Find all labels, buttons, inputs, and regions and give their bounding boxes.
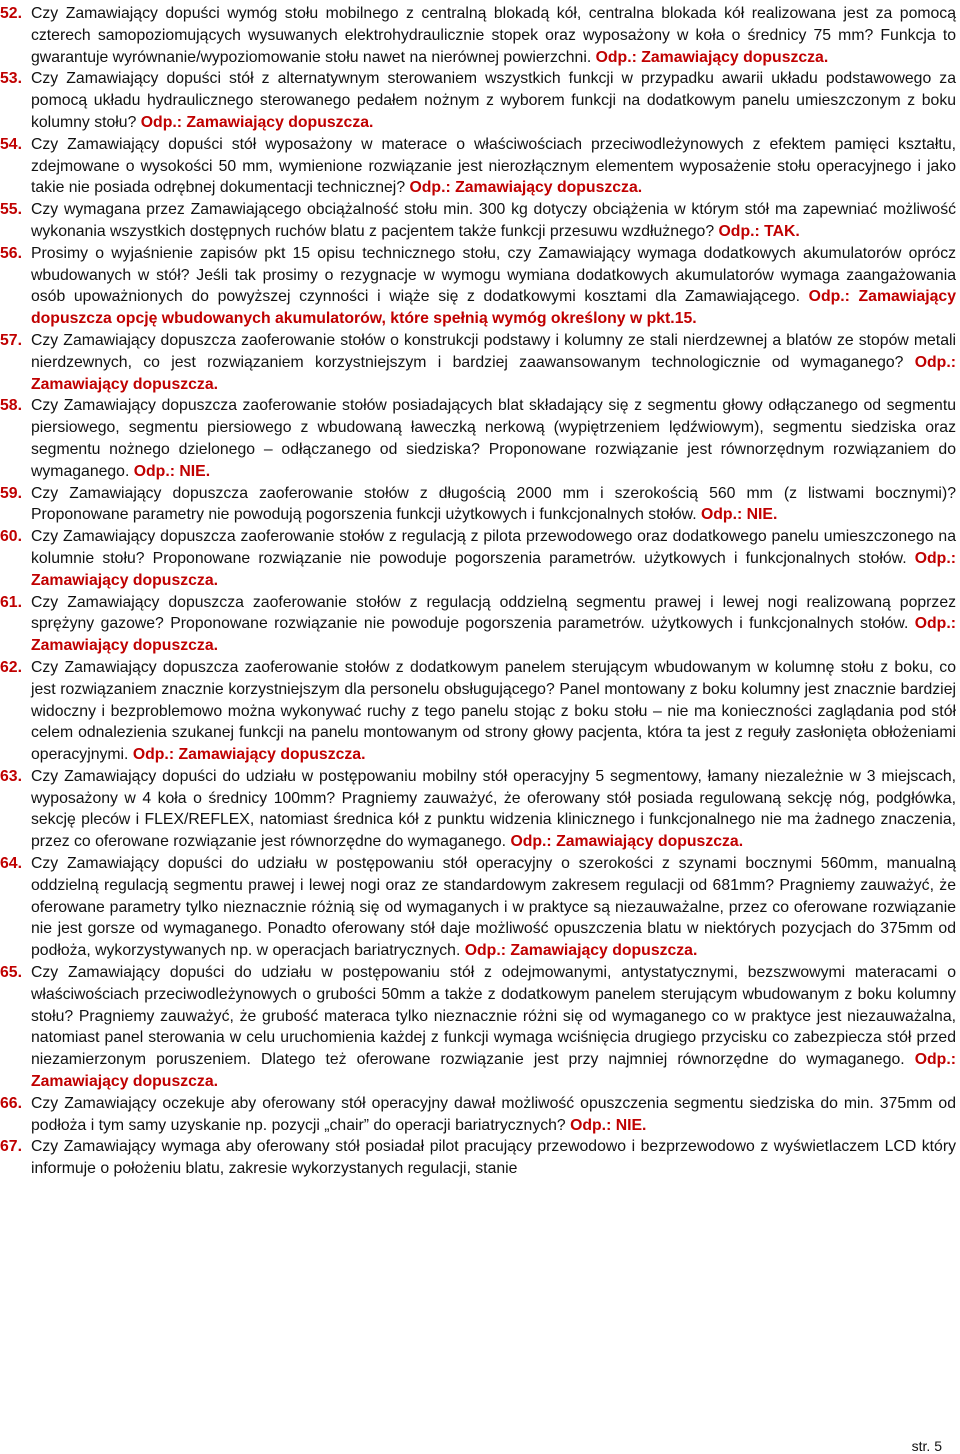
question-item — [0, 657, 960, 766]
question-text: Czy Zamawiający dopuszcza zaoferowanie stołów z dodatkowym panelem sterującym wbudowanym w kolumnę stołu z boku, co jest rozwiązaniem znacznie korzystniejszym dla personelu obsługującego? Panel montowany z boku kolumny jest znacznie bardziej widoczny i bezproblemowo można wykonywać ruchy z tego panelu stojąc z boku stołu – nie ma konieczności zaglądania pod stół celem odnalezienia szukanej funkcji na panelu montowanym od strony głowy pacjenta, która ta jest z reguły zasłonięta obłożeniami operacyjnymi. — [31, 658, 956, 764]
question-body — [31, 330, 960, 395]
answer-text: Odp.: Zamawiający dopuszcza. — [31, 353, 956, 393]
answer-text: Odp.: Zamawiający dopuszcza. — [132, 746, 366, 764]
question-number: 53. — [0, 70, 22, 88]
question-text: Czy Zamawiający dopuści do udziału w postępowaniu mobilny stół operacyjny 5 segmentowy, łamany niezależnie w 3 miejscach, wyposażony w 4 koła o średnicy 100mm? Pragniemy zauważyć, że oferowany stół posiada regulowaną sekcję nóg, podgłówka, sekcję pleców i FLEX/REFLEX, natomiast średnica kół z punktu widzenia klinicznego i funkcjonalnego nie ma żadnego znaczenia, przez co oferowane rozwiązanie jest równorzędne do wymaganego. — [31, 767, 956, 851]
question-text: Czy Zamawiający dopuszcza zaoferowanie stołów o konstrukcji podstawy i kolumny ze stali nierdzewnej a blatów ze stopów metali nierdzewnych, co jest rozwiązaniem korzystniejszym i bardziej zaawansowanym technologicznie od wymaganego? — [31, 331, 956, 371]
question-body — [31, 483, 960, 527]
question-item — [0, 68, 960, 133]
answer-text: Odp.: TAK. — [718, 222, 800, 240]
question-item — [0, 243, 960, 330]
document-page — [0, 3, 960, 1180]
question-number: 67. — [0, 1138, 22, 1156]
question-text: Czy Zamawiający dopuści stół wyposażony w materace o właściwościach przeciwodleżynowych z efektem pamięci kształtu, zdejmowane o wysokości 50 mm, wymienione rozwiązanie jest nierozłącznym elementem wyposażenie stołu operacyjnego i jako takie nie posiada odrębnej dokumentacji technicznej? — [31, 135, 956, 197]
answer-text: Odp.: Zamawiający dopuszcza opcję wbudowanych akumulatorów, które spełnią wymóg określony w pkt.15. — [31, 288, 956, 328]
question-body — [31, 592, 960, 657]
page-number: str. 5 — [911, 1438, 942, 1454]
question-item — [0, 483, 960, 527]
answer-text: Odp.: Zamawiający dopuszcza. — [140, 113, 374, 131]
question-number: 54. — [0, 135, 22, 153]
question-number: 57. — [0, 331, 22, 349]
question-body — [31, 657, 960, 766]
question-item — [0, 766, 960, 853]
answer-text: Odp.: Zamawiający dopuszcza. — [595, 48, 829, 66]
question-number: 61. — [0, 593, 22, 611]
question-text: Czy wymagana przez Zamawiającego obciążalność stołu min. 300 kg dotyczy obciążenia w którym stół ma zapewniać możliwość wykonania wszystkich dostępnych ruchów blatu z pacjentem także funkcji przesuwu wzdłużnego? — [31, 201, 956, 240]
question-text: Czy Zamawiający dopuszcza zaoferowanie stołów z regulacją oddzielną segmentu prawej i lewej nogi realizowaną poprzez sprężyny gazowe? Proponowane rozwiązanie nie powoduje pogorszenia parametrów. użytkowych i funkcjonalnych stołów. — [31, 593, 956, 633]
answer-text: Odp.: Zamawiający dopuszcza. — [31, 1051, 956, 1091]
question-body — [31, 526, 960, 591]
answer-text: Odp.: Zamawiający dopuszcza. — [464, 942, 698, 960]
question-item — [0, 592, 960, 657]
answer-text: Odp.: Zamawiający dopuszcza. — [31, 615, 956, 655]
question-text: Czy Zamawiający dopuści stół z alternatywnym sterowaniem wszystkich funkcji w przypadku awarii układu podstawowego za pomocą układu hydraulicznego sterowanego pedałem nożnym z wyborem funkcji na dodatkowym panelu umieszczonym z boku kolumny stołu? — [31, 70, 956, 131]
answer-text: Odp.: NIE. — [570, 1116, 647, 1134]
question-number: 62. — [0, 658, 22, 676]
question-body — [31, 199, 960, 243]
question-text: Czy Zamawiający dopuszcza zaoferowanie stołów posiadających blat składający się z segmentu głowy odłączanego od segmentu piersiowego, segmentu piersiowego z wbudowaną ławeczką nerkową (wypiętrzeniem lędźwiowym), segmentu siedziska oraz segmentu nożnego dzielonego – odłączanego od siedziska? Proponowane rozwiązanie jest równorzędnym rozwiązaniem do wymaganego. — [31, 397, 956, 480]
question-text: Czy Zamawiający wymaga aby oferowany stół posiadał pilot pracujący przewodowo i bezprzewodowo z wyświetlaczem LCD który informuje o położeniu blatu, zakresie wykorzystanych regulacji, stanie — [31, 1138, 956, 1178]
question-item — [0, 526, 960, 591]
question-number: 65. — [0, 964, 22, 982]
question-number: 55. — [0, 201, 22, 219]
question-item — [0, 1093, 960, 1137]
question-text: Czy Zamawiający dopuści do udziału w postępowaniu stół z odejmowanymi, antystatycznymi, bezszwowymi materacami o właściwościach przeciwodleżynowych o grubości 50mm a także z dodatkowym panelem sterującym wbudowanym z boku kolumny stołu? Pragniemy zauważyć, że grubość materaca tylko nieznacznie różni się od wymaganego co w praktyce jest niezauważalna, natomiast panel sterowania w celu uruchomienia każdej z funkcji wymaga wciśnięcia drugiego przycisku co zabezpiecza stół przed niezamierzonym poruszeniem. Dlatego też oferowane rozwiązanie jest przy najmniej równorzędne do wymaganego. — [31, 964, 956, 1069]
question-text: Prosimy o wyjaśnienie zapisów pkt 15 opisu technicznego stołu, czy Zamawiający wymaga dodatkowych akumulatorów oprócz wbudowanych w stół? Jeśli tak prosimy o rezygnacje w wymogu wymiana dodatkowych akumulatorów wymaga zaangażowania osób upoważnionych do powyższej czynności i wiąże się z dodatkowymi kosztami dla Zamawiającego. — [31, 244, 956, 306]
question-number: 56. — [0, 244, 22, 262]
question-body — [31, 962, 960, 1093]
question-number: 66. — [0, 1094, 22, 1112]
question-number: 52. — [0, 5, 22, 22]
answer-text: Odp.: Zamawiający dopuszcza. — [510, 833, 744, 851]
question-item — [0, 330, 960, 395]
question-body — [31, 134, 960, 199]
question-item — [0, 962, 960, 1093]
question-body — [31, 853, 960, 962]
question-item — [0, 199, 960, 243]
question-body — [31, 68, 960, 133]
answer-text: Odp.: Zamawiający dopuszcza. — [409, 179, 643, 197]
question-item — [0, 853, 960, 962]
question-body — [31, 3, 960, 68]
question-number: 60. — [0, 528, 22, 546]
question-text: Czy Zamawiający dopuści do udziału w postępowaniu stół operacyjny o szerokości z szynami bocznymi 560mm, manualną oddzielną regulacją segmentu prawej i lewej nogi oraz ze standardowym zakresem regulacji od 681mm? Pragniemy zauważyć, że oferowane parametry tylko nieznacznie różnią się od wymaganych i w praktyce są niezauważalne, przez co oferowane rozwiązanie nie jest gorsze od wymaganego. Ponadto oferowany stół daje możliwość opuszczenia blatu w niektórych pozycjach do 375mm od podłoża, wykorzystywanych np. w operacjach bariatrycznych. — [31, 855, 956, 960]
question-text: Czy Zamawiający dopuszcza zaoferowanie stołów z długością 2000 mm i szerokością 560 mm (z listwami bocznymi)? Proponowane parametry nie powodują pogorszenia funkcji użytkowych i funkcjonalnych stołów. — [31, 484, 956, 524]
question-item — [0, 3, 960, 68]
question-text: Czy Zamawiający dopuszcza zaoferowanie stołów z regulacją z pilota przewodowego oraz dodatkowego panelu umieszczonego na kolumnie stołu? Proponowane rozwiązanie nie powoduje pogorszenia parametrów. użytkowych i funkcjonalnych stołów. — [31, 528, 956, 567]
question-body — [31, 395, 960, 482]
question-body — [31, 1093, 960, 1137]
question-number: 63. — [0, 767, 22, 785]
question-number: 64. — [0, 855, 22, 873]
question-body — [31, 243, 960, 330]
question-number: 58. — [0, 397, 22, 415]
question-text: Czy Zamawiający dopuści wymóg stołu mobilnego z centralną blokadą kół, centralna blokada kół realizowana jest za pomocą czterech samopoziomujących wysuwanych elektrohydraulicznie stopek oraz wyposażony w koła o średnicy 75 mm? Funkcja to gwarantuje wyrównanie/wypoziomowanie stołu nawet na nierównej powierzchni. — [31, 5, 956, 66]
answer-text: Odp.: NIE. — [701, 506, 778, 524]
question-body — [31, 766, 960, 853]
question-item — [0, 395, 960, 482]
question-text: Czy Zamawiający oczekuje aby oferowany stół operacyjny dawał możliwość opuszczenia segmentu siedziska do min. 375mm od podłoża i tym samy uzyskanie np. pozycji „chair” do operacji bariatrycznych? — [31, 1094, 956, 1134]
question-body — [31, 1136, 960, 1180]
answer-text: Odp.: NIE. — [133, 462, 211, 480]
question-item — [0, 134, 960, 199]
question-number: 59. — [0, 484, 22, 502]
question-item — [0, 1136, 960, 1180]
answer-text: Odp.: Zamawiający dopuszcza. — [31, 549, 956, 589]
